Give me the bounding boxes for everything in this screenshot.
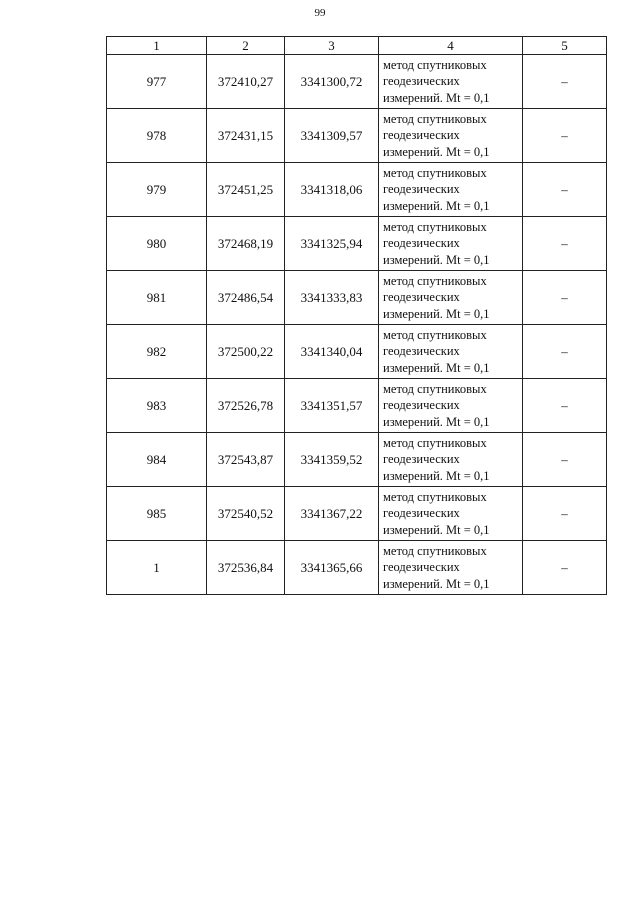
method-line: измерений. Mt = 0,1 (383, 522, 490, 537)
column-header-2: 2 (207, 37, 285, 55)
point-number-cell: 1 (107, 541, 207, 595)
method-line: метод спутниковых (383, 489, 487, 504)
table-row (107, 433, 607, 487)
x-coordinate-cell: 372540,52 (207, 487, 285, 541)
table-row (107, 55, 607, 109)
table-row (107, 109, 607, 163)
method-cell (379, 109, 523, 163)
method-line: измерений. Mt = 0,1 (383, 144, 490, 159)
method-line: измерений. Mt = 0,1 (383, 468, 490, 483)
column-header-1: 1 (107, 37, 207, 55)
method-line: геодезических (383, 452, 460, 467)
point-number-cell: 984 (107, 433, 207, 487)
method-line: измерений. Mt = 0,1 (383, 90, 490, 105)
point-number-cell: 982 (107, 325, 207, 379)
x-coordinate-cell: 372526,78 (207, 379, 285, 433)
note-cell: – (523, 271, 607, 325)
table-row (107, 325, 607, 379)
table-header-row (107, 37, 607, 55)
method-line: геодезических (383, 74, 460, 89)
point-number-cell: 980 (107, 217, 207, 271)
x-coordinate-cell: 372468,19 (207, 217, 285, 271)
note-cell: – (523, 109, 607, 163)
x-coordinate-cell: 372451,25 (207, 163, 285, 217)
method-line: измерений. Mt = 0,1 (383, 306, 490, 321)
method-cell (379, 325, 523, 379)
note-cell: – (523, 487, 607, 541)
y-coordinate-cell: 3341318,06 (285, 163, 379, 217)
method-line: измерений. Mt = 0,1 (383, 414, 490, 429)
y-coordinate-cell: 3341359,52 (285, 433, 379, 487)
column-header-5: 5 (523, 37, 607, 55)
y-coordinate-cell: 3341300,72 (285, 55, 379, 109)
method-cell (379, 217, 523, 271)
table-row (107, 379, 607, 433)
table-row (107, 163, 607, 217)
y-coordinate-cell: 3341367,22 (285, 487, 379, 541)
method-line: измерений. Mt = 0,1 (383, 576, 490, 591)
method-line: метод спутниковых (383, 543, 487, 558)
table-row (107, 217, 607, 271)
x-coordinate-cell: 372431,15 (207, 109, 285, 163)
y-coordinate-cell: 3341325,94 (285, 217, 379, 271)
column-header-4: 4 (379, 37, 523, 55)
table-row (107, 487, 607, 541)
x-coordinate-cell: 372543,87 (207, 433, 285, 487)
method-line: измерений. Mt = 0,1 (383, 252, 490, 267)
point-number-cell: 978 (107, 109, 207, 163)
point-number-cell: 985 (107, 487, 207, 541)
note-cell: – (523, 325, 607, 379)
method-line: геодезических (383, 506, 460, 521)
note-cell: – (523, 433, 607, 487)
method-cell (379, 379, 523, 433)
method-line: метод спутниковых (383, 273, 487, 288)
method-cell (379, 433, 523, 487)
method-line: геодезических (383, 236, 460, 251)
method-line: геодезических (383, 344, 460, 359)
x-coordinate-cell: 372486,54 (207, 271, 285, 325)
method-line: метод спутниковых (383, 111, 487, 126)
y-coordinate-cell: 3341309,57 (285, 109, 379, 163)
table-body (107, 55, 607, 595)
note-cell: – (523, 379, 607, 433)
y-coordinate-cell: 3341340,04 (285, 325, 379, 379)
method-cell (379, 541, 523, 595)
method-line: геодезических (383, 398, 460, 413)
coordinates-table (106, 36, 607, 595)
method-line: измерений. Mt = 0,1 (383, 198, 490, 213)
point-number-cell: 981 (107, 271, 207, 325)
y-coordinate-cell: 3341351,57 (285, 379, 379, 433)
table-row (107, 541, 607, 595)
method-cell (379, 163, 523, 217)
y-coordinate-cell: 3341333,83 (285, 271, 379, 325)
method-line: метод спутниковых (383, 435, 487, 450)
note-cell: – (523, 55, 607, 109)
method-cell (379, 271, 523, 325)
x-coordinate-cell: 372536,84 (207, 541, 285, 595)
method-line: метод спутниковых (383, 327, 487, 342)
method-line: метод спутниковых (383, 219, 487, 234)
column-header-3: 3 (285, 37, 379, 55)
point-number-cell: 977 (107, 55, 207, 109)
table-row (107, 271, 607, 325)
method-line: геодезических (383, 182, 460, 197)
note-cell: – (523, 541, 607, 595)
method-line: геодезических (383, 290, 460, 305)
note-cell: – (523, 217, 607, 271)
method-line: метод спутниковых (383, 381, 487, 396)
y-coordinate-cell: 3341365,66 (285, 541, 379, 595)
method-line: метод спутниковых (383, 57, 487, 72)
method-line: геодезических (383, 560, 460, 575)
note-cell: – (523, 163, 607, 217)
x-coordinate-cell: 372500,22 (207, 325, 285, 379)
method-line: метод спутниковых (383, 165, 487, 180)
point-number-cell: 979 (107, 163, 207, 217)
method-line: геодезических (383, 128, 460, 143)
method-line: измерений. Mt = 0,1 (383, 360, 490, 375)
x-coordinate-cell: 372410,27 (207, 55, 285, 109)
point-number-cell: 983 (107, 379, 207, 433)
page-number: 99 (314, 7, 326, 19)
method-cell (379, 55, 523, 109)
method-cell (379, 487, 523, 541)
